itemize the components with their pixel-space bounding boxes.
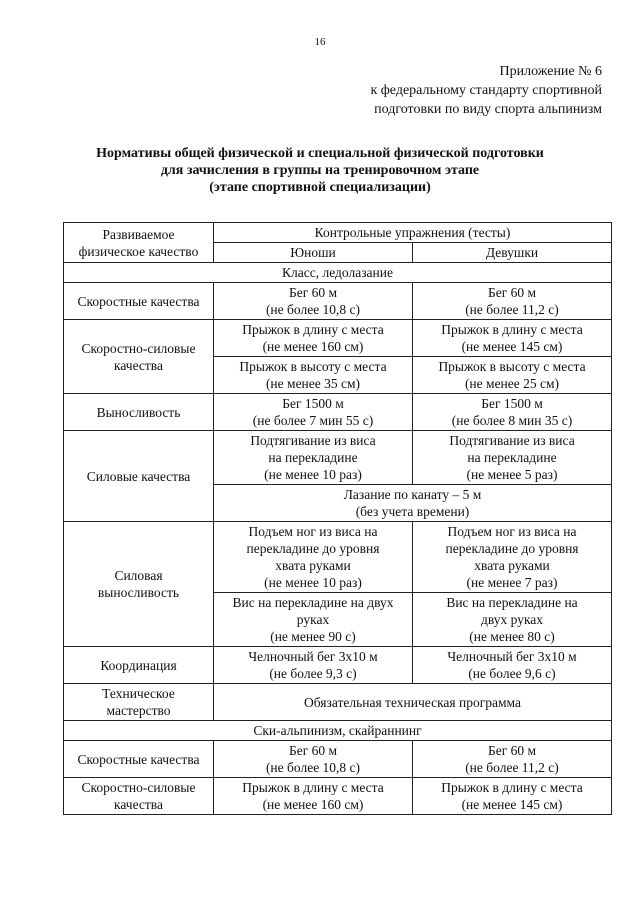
quality-cell: Скоростные качества (64, 283, 214, 320)
cell-line: (не менее 160 см) (262, 797, 364, 812)
page-number: 16 (314, 36, 326, 48)
cell-line: Бег 60 м (487, 743, 537, 758)
cell-line: хвата руками (474, 558, 550, 573)
cell-line: (не менее 7 раз) (466, 575, 558, 590)
title-line: для зачисления в группы на тренировочном этапе (160, 163, 480, 178)
girls-norm-cell (413, 283, 612, 320)
cell-line: Силовая (114, 568, 163, 583)
cell-line: Техническое (102, 686, 175, 701)
cell-line: Лазание по канату – 5 м (343, 487, 482, 502)
cell-line: перекладине до уровня (445, 541, 579, 556)
appendix-line: Приложение № 6 (499, 64, 602, 79)
girls-norm-cell (413, 522, 612, 593)
quality-cell: Координация (64, 647, 214, 684)
cell-line: (не более 10,8 с) (265, 760, 361, 775)
boys-norm-cell (214, 394, 413, 431)
cell-line: Прыжок в длину с места (441, 780, 583, 795)
cell-line: качества (113, 797, 163, 812)
quality-cell: Скоростные качества (64, 741, 214, 778)
cell-line: двух руках (480, 612, 544, 627)
quality-cell: Выносливость (64, 394, 214, 431)
cell-line: (не менее 145 см) (461, 339, 563, 354)
cell-line: выносливость (97, 585, 180, 600)
cell-line: Бег 60 м (288, 285, 338, 300)
cell-line: (без учета времени) (355, 504, 470, 519)
cell-line: (не более 9,3 с) (269, 666, 357, 681)
cell-line: Подъем ног из виса на (447, 524, 577, 539)
girls-norm-cell (413, 431, 612, 485)
cell-line: (не более 10,8 с) (265, 302, 361, 317)
section-title: Класс, ледолазание (64, 263, 612, 283)
boys-norm-cell (214, 283, 413, 320)
table-row (64, 522, 612, 593)
cell-line: Бег 1500 м (282, 396, 344, 411)
boys-norm-cell (214, 647, 413, 684)
cell-line: (не более 11,2 с) (465, 760, 559, 775)
boys-norm-cell (214, 522, 413, 593)
cell-line: Прыжок в высоту с места (438, 359, 586, 374)
cell-line: Подтягивание из виса (449, 433, 575, 448)
quality-cell: Силовые качества (64, 431, 214, 522)
cell-line: Подтягивание из виса (250, 433, 376, 448)
cell-line: (не менее 160 см) (262, 339, 364, 354)
cell-line: Развиваемое (102, 226, 175, 242)
cell-line: Прыжок в длину с места (441, 322, 583, 337)
quality-cell (64, 684, 214, 721)
appendix-heading (370, 62, 602, 119)
table-row (64, 741, 612, 778)
cell-line: перекладине до уровня (246, 541, 380, 556)
girls-norm-cell (413, 741, 612, 778)
cell-line: Челночный бег 3х10 м (447, 649, 577, 664)
title-line: Нормативы общей физической и специальной физической подготовки (96, 146, 544, 161)
cell-line: (не менее 90 с) (270, 629, 356, 644)
table-row (64, 431, 612, 485)
cell-line: (не более 11,2 с) (465, 302, 559, 317)
appendix-line: подготовки по виду спорта альпинизм (374, 102, 602, 117)
table-header-row (64, 223, 612, 243)
cell-line: Вис на перекладине на (446, 595, 578, 610)
girls-norm-cell (413, 394, 612, 431)
table-row (64, 647, 612, 684)
cell-line: Бег 1500 м (481, 396, 543, 411)
cell-line: на перекладине (268, 450, 358, 465)
girls-norm-cell (413, 593, 612, 647)
cell-line: Прыжок в длину с места (242, 780, 384, 795)
quality-cell (64, 778, 214, 815)
boys-norm-cell (214, 431, 413, 485)
cell-line: (не более 9,6 с) (468, 666, 556, 681)
cell-line: (не менее 35 см) (265, 376, 361, 391)
boys-norm-cell (214, 741, 413, 778)
cell-line: руках (296, 612, 330, 627)
document-title (0, 145, 640, 196)
title-line: (этапе спортивной специализации) (209, 180, 431, 195)
section-row (64, 721, 612, 741)
header-boys: Юноши (214, 243, 413, 263)
table-row (64, 283, 612, 320)
header-girls: Девушки (413, 243, 612, 263)
boys-norm-cell (214, 320, 413, 357)
cell-line: Скоростно-силовые (81, 780, 196, 795)
cell-line: хвата руками (275, 558, 351, 573)
girls-norm-cell (413, 320, 612, 357)
cell-line: (не менее 80 с) (469, 629, 555, 644)
girls-norm-cell (413, 647, 612, 684)
cell-line: Прыжок в высоту с места (239, 359, 387, 374)
norms-table (63, 222, 612, 815)
cell-line: Скоростно-силовые (81, 340, 196, 356)
cell-line: (не менее 145 см) (461, 797, 563, 812)
header-tests: Контрольные упражнения (тесты) (214, 223, 612, 243)
boys-norm-cell (214, 357, 413, 394)
cell-line: Вис на перекладине на двух (232, 595, 394, 610)
table-row (64, 320, 612, 357)
section-title: Ски-альпинизм, скайраннинг (64, 721, 612, 741)
table-row (64, 394, 612, 431)
cell-line: мастерство (106, 703, 171, 718)
boys-norm-cell (214, 778, 413, 815)
common-norm-cell (214, 485, 612, 522)
cell-line: качества (113, 357, 163, 373)
cell-line: (не более 8 мин 35 с) (451, 413, 573, 428)
girls-norm-cell (413, 778, 612, 815)
cell-line: (не менее 10 раз) (264, 575, 362, 590)
cell-line: (не менее 25 см) (464, 376, 560, 391)
cell-line: (не менее 5 раз) (466, 467, 558, 482)
cell-line: на перекладине (467, 450, 557, 465)
table-row (64, 684, 612, 721)
cell-line: (не более 7 мин 55 с) (252, 413, 374, 428)
quality-cell (64, 320, 214, 394)
quality-cell (64, 522, 214, 647)
section-row (64, 263, 612, 283)
cell-line: Бег 60 м (288, 743, 338, 758)
table-row (64, 778, 612, 815)
cell-line: (не менее 10 раз) (264, 467, 362, 482)
cell-line: физическое качество (78, 243, 199, 259)
cell-line: Бег 60 м (487, 285, 537, 300)
header-quality (64, 223, 214, 263)
cell-line: Подъем ног из виса на (248, 524, 378, 539)
girls-norm-cell (413, 357, 612, 394)
appendix-line: к федеральному стандарту спортивной (370, 83, 602, 98)
common-norm-cell: Обязательная техническая программа (214, 684, 612, 721)
boys-norm-cell (214, 593, 413, 647)
cell-line: Прыжок в длину с места (242, 322, 384, 337)
cell-line: Челночный бег 3х10 м (248, 649, 378, 664)
